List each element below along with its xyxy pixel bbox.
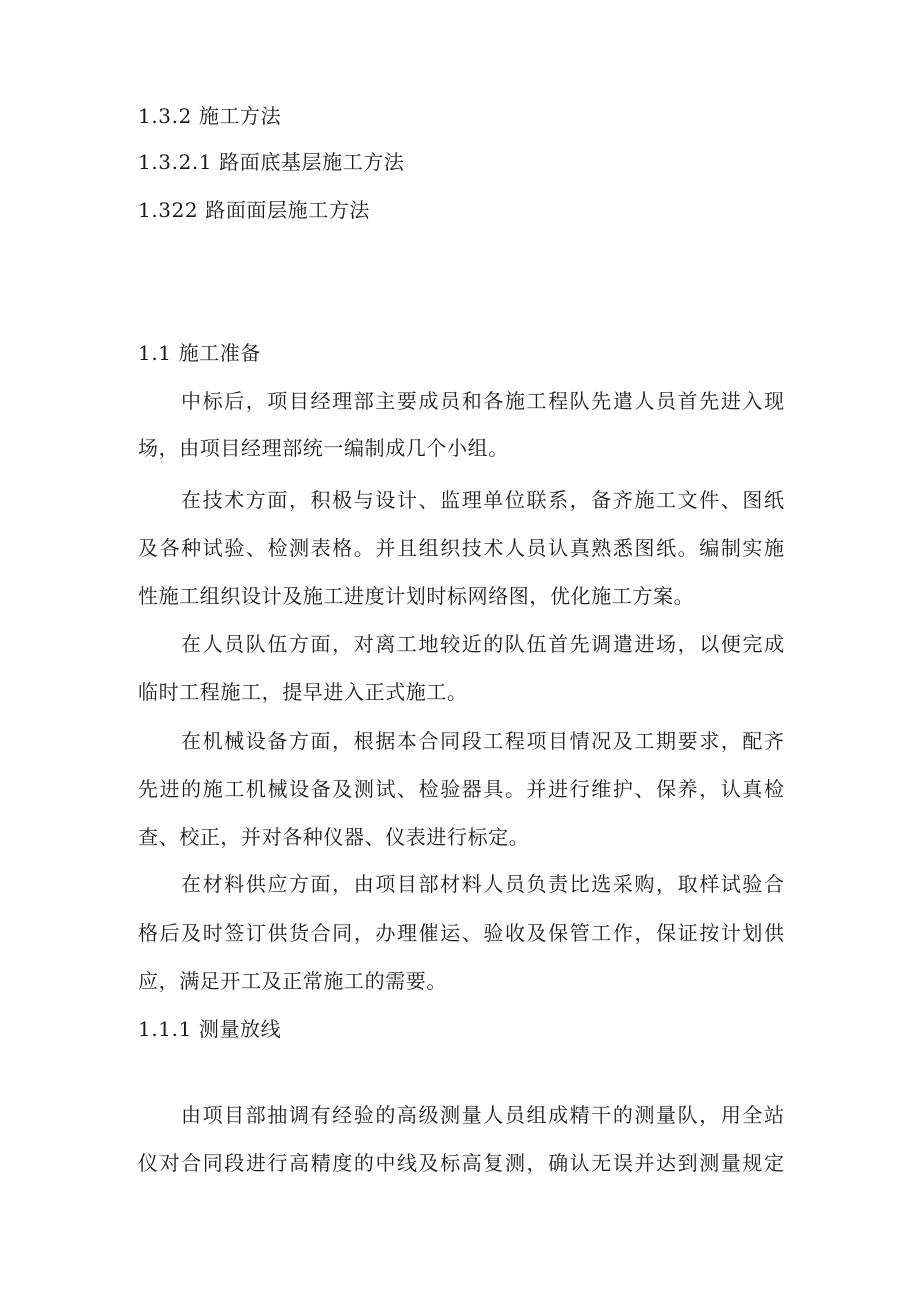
heading-1-3-2-1: 1.3.2.1 路面底基层施工方法 [138, 150, 405, 174]
paragraph-line: 及各种试验、检测表格。并且组织技术人员认真熟悉图纸。编制实施 [138, 536, 784, 560]
heading-1-3-2: 1.3.2 施工方法 [138, 104, 282, 128]
paragraph-line: 应，满足开工及正常施工的需要。 [138, 969, 447, 993]
paragraph-line: 查、校正，并对各种仪器、仪表进行标定。 [138, 825, 530, 849]
paragraph-line: 性施工组织设计及施工进度计划时标网络图，优化施工方案。 [138, 584, 695, 608]
heading-1-3-2-2: 1.322 路面面层施工方法 [138, 198, 371, 222]
paragraph-line: 由项目部抽调有经验的高级测量人员组成精干的测量队，用全站 [181, 1103, 784, 1127]
paragraph-line: 在人员队伍方面，对离工地较近的队伍首先调遣进场，以便完成 [181, 632, 784, 656]
paragraph-line: 中标后，项目经理部主要成员和各施工程队先遣人员首先进入现 [181, 389, 784, 413]
heading-1-1-1: 1.1.1 测量放线 [138, 1017, 282, 1041]
paragraph-line: 场，由项目经理部统一编制成几个小组。 [138, 436, 509, 460]
paragraph-line: 临时工程施工，提早进入正式施工。 [138, 680, 468, 704]
paragraph-line: 在材料供应方面，由项目部材料人员负责比选采购，取样试验合 [181, 872, 784, 896]
paragraph-line: 在技术方面，积极与设计、监理单位联系，备齐施工文件、图纸 [181, 488, 784, 512]
heading-1-1: 1.1 施工准备 [138, 341, 261, 365]
paragraph-line: 格后及时签订供货合同，办理催运、验收及保管工作，保证按计划供 [138, 921, 784, 945]
paragraph-line: 在机械设备方面，根据本合同段工程项目情况及工期要求，配齐 [181, 729, 784, 753]
paragraph-line: 仪对合同段进行高精度的中线及标高复测，确认无误并达到测量规定 [138, 1151, 784, 1175]
paragraph-line: 先进的施工机械设备及测试、检验器具。并进行维护、保养，认真检 [138, 777, 784, 801]
